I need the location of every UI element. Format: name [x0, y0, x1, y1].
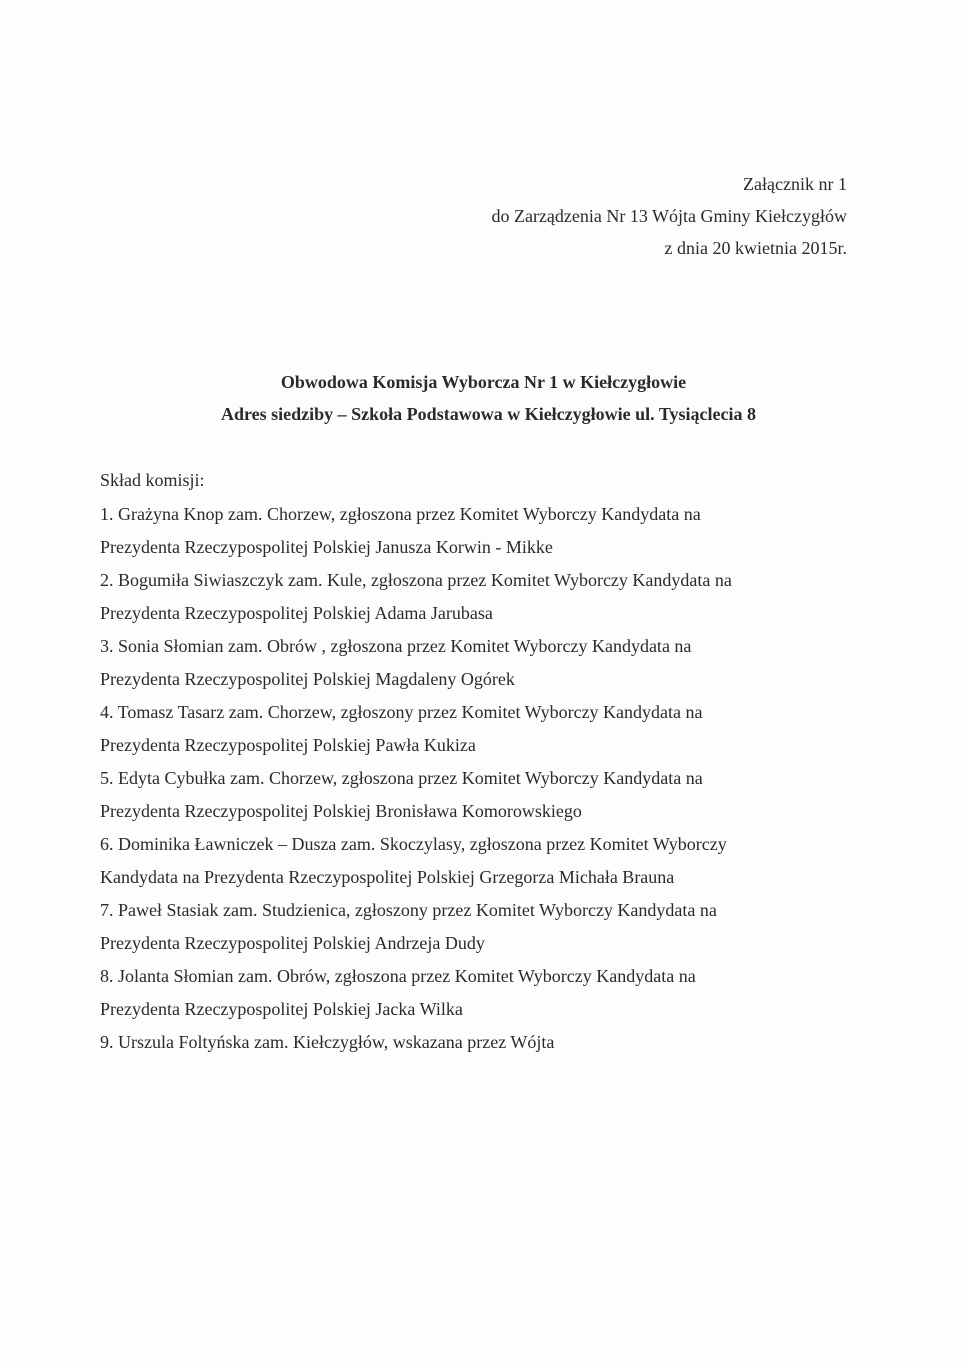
ordinance-date: z dnia 20 kwietnia 2015r.	[664, 238, 847, 258]
member-item	[100, 498, 840, 564]
section-label: Skład komisji:	[100, 470, 205, 490]
document-title	[0, 366, 967, 430]
member-item	[100, 894, 840, 960]
member-line: Prezydenta Rzeczypospolitej Polskiej Jacka Wilka	[100, 999, 463, 1019]
commission-address: Adres siedziby – Szkoła Podstawowa w Kiełczygłowie ul. Tysiąclecia 8	[221, 404, 756, 424]
member-item	[100, 1026, 840, 1059]
member-line: 7. Paweł Stasiak zam. Studzienica, zgłoszony przez Komitet Wyborczy Kandydata na	[100, 900, 717, 920]
commission-name: Obwodowa Komisja Wyborcza Nr 1 w Kiełczygłowie	[280, 372, 687, 392]
member-line: Kandydata na Prezydenta Rzeczypospolitej Polskiej Grzegorza Michała Brauna	[100, 867, 675, 887]
member-line: 9. Urszula Foltyńska zam. Kiełczygłów, wskazana przez Wójta	[100, 1032, 555, 1052]
member-item	[100, 696, 840, 762]
member-line: 4. Tomasz Tasarz zam. Chorzew, zgłoszony przez Komitet Wyborczy Kandydata na	[100, 702, 703, 722]
member-item	[100, 630, 840, 696]
member-line: Prezydenta Rzeczypospolitej Polskiej Bronisława Komorowskiego	[100, 801, 582, 821]
member-line: Prezydenta Rzeczypospolitej Polskiej Janusza Korwin - Mikke	[100, 537, 553, 557]
member-item	[100, 564, 840, 630]
attachment-header	[491, 168, 847, 264]
member-line: Prezydenta Rzeczypospolitej Polskiej Adama Jarubasa	[100, 603, 493, 623]
member-item	[100, 828, 840, 894]
member-line: 1. Grażyna Knop zam. Chorzew, zgłoszona przez Komitet Wyborczy Kandydata na	[100, 504, 701, 524]
ordinance-reference: do Zarządzenia Nr 13 Wójta Gminy Kiełczygłów	[491, 206, 847, 226]
attachment-number: Załącznik nr 1	[743, 174, 847, 194]
member-item	[100, 960, 840, 1026]
member-line: 3. Sonia Słomian zam. Obrów , zgłoszona przez Komitet Wyborczy Kandydata na	[100, 636, 692, 656]
member-line: Prezydenta Rzeczypospolitej Polskiej Pawła Kukiza	[100, 735, 476, 755]
commission-members	[100, 464, 840, 1059]
member-line: 5. Edyta Cybułka zam. Chorzew, zgłoszona przez Komitet Wyborczy Kandydata na	[100, 768, 703, 788]
member-line: 2. Bogumiła Siwiaszczyk zam. Kule, zgłoszona przez Komitet Wyborczy Kandydata na	[100, 570, 732, 590]
member-line: 6. Dominika Ławniczek – Dusza zam. Skoczylasy, zgłoszona przez Komitet Wyborczy	[100, 834, 727, 854]
member-line: 8. Jolanta Słomian zam. Obrów, zgłoszona przez Komitet Wyborczy Kandydata na	[100, 966, 696, 986]
member-line: Prezydenta Rzeczypospolitej Polskiej Magdaleny Ogórek	[100, 669, 515, 689]
member-item	[100, 762, 840, 828]
member-line: Prezydenta Rzeczypospolitej Polskiej Andrzeja Dudy	[100, 933, 485, 953]
